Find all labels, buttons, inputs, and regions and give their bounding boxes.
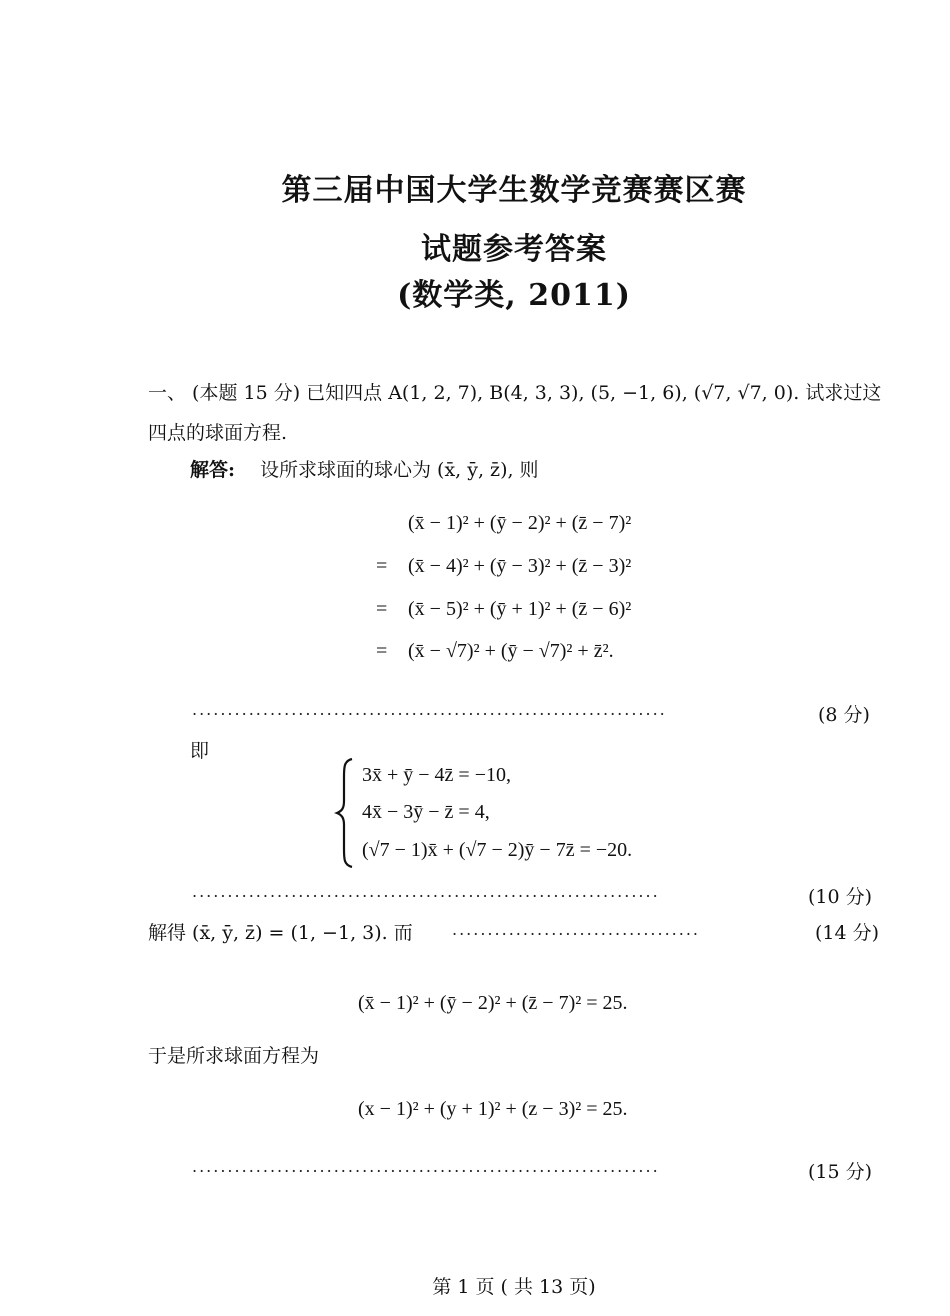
equation-line-4: (x̄ − √7)² + (ȳ − √7)² + z̄².: [408, 640, 614, 662]
equation-line-2: (x̄ − 4)² + (ȳ − 3)² + (z̄ − 3)²: [408, 555, 632, 577]
equation-line-1: (x̄ − 1)² + (ȳ − 2)² + (z̄ − 7)²: [408, 512, 632, 534]
solution-intro: 设所求球面的球心为 (x̄, ȳ, z̄), 则: [260, 459, 539, 481]
score-leader-dots: ...................................................................: [192, 700, 667, 719]
radius-equation: (x̄ − 1)² + (ȳ − 2)² + (z̄ − 7)² = 25.: [358, 992, 628, 1014]
score-leader-dots: ..................................................................: [192, 882, 660, 901]
left-brace-icon: [334, 757, 356, 869]
system-eq-2: 4x̄ − 3ȳ − z̄ = 4,: [362, 801, 490, 823]
equals-sign-4: =: [376, 640, 388, 662]
equals-sign-3: =: [376, 598, 388, 620]
doc-title-line2: 试题参考答案: [421, 232, 607, 267]
page-number-footer: 第 1 页 ( 共 13 页): [432, 1276, 596, 1298]
equation-line-3: (x̄ − 5)² + (ȳ + 1)² + (z̄ − 6)²: [408, 598, 632, 620]
system-eq-1: 3x̄ + ȳ − 4z̄ = −10,: [362, 764, 511, 786]
score-label: (14 分): [815, 922, 880, 944]
score-label: (15 分): [808, 1161, 873, 1183]
score-label: (8 分): [818, 704, 870, 726]
problem-statement-line2: 四点的球面方程.: [148, 422, 288, 444]
solve-result-text: 解得 (x̄, ȳ, z̄) = (1, −1, 3). 而: [148, 922, 413, 944]
equals-sign-2: =: [376, 555, 388, 577]
doc-title-line1: 第三届中国大学生数学竞赛赛区赛: [281, 173, 747, 208]
score-leader-dots: ..................................................................: [192, 1157, 660, 1176]
solution-label: 解答:: [190, 459, 236, 481]
system-eq-3: (√7 − 1)x̄ + (√7 − 2)ȳ − 7z̄ = −20.: [362, 839, 633, 861]
conclusion-text: 于是所求球面方程为: [148, 1045, 320, 1067]
problem-statement-line1: 一、 (本题 15 分) 已知四点 A(1, 2, 7), B(4, 3, 3), (5, −1, 6), (√7, √7, 0). 试求过这: [148, 382, 882, 404]
score-label: (10 分): [808, 886, 873, 908]
final-sphere-equation: (x − 1)² + (y + 1)² + (z − 3)² = 25.: [358, 1098, 628, 1120]
ji-text: 即: [190, 740, 210, 762]
score-leader-dots: ...................................: [452, 920, 701, 939]
doc-title-line3: (数学类, 2011): [397, 278, 631, 313]
